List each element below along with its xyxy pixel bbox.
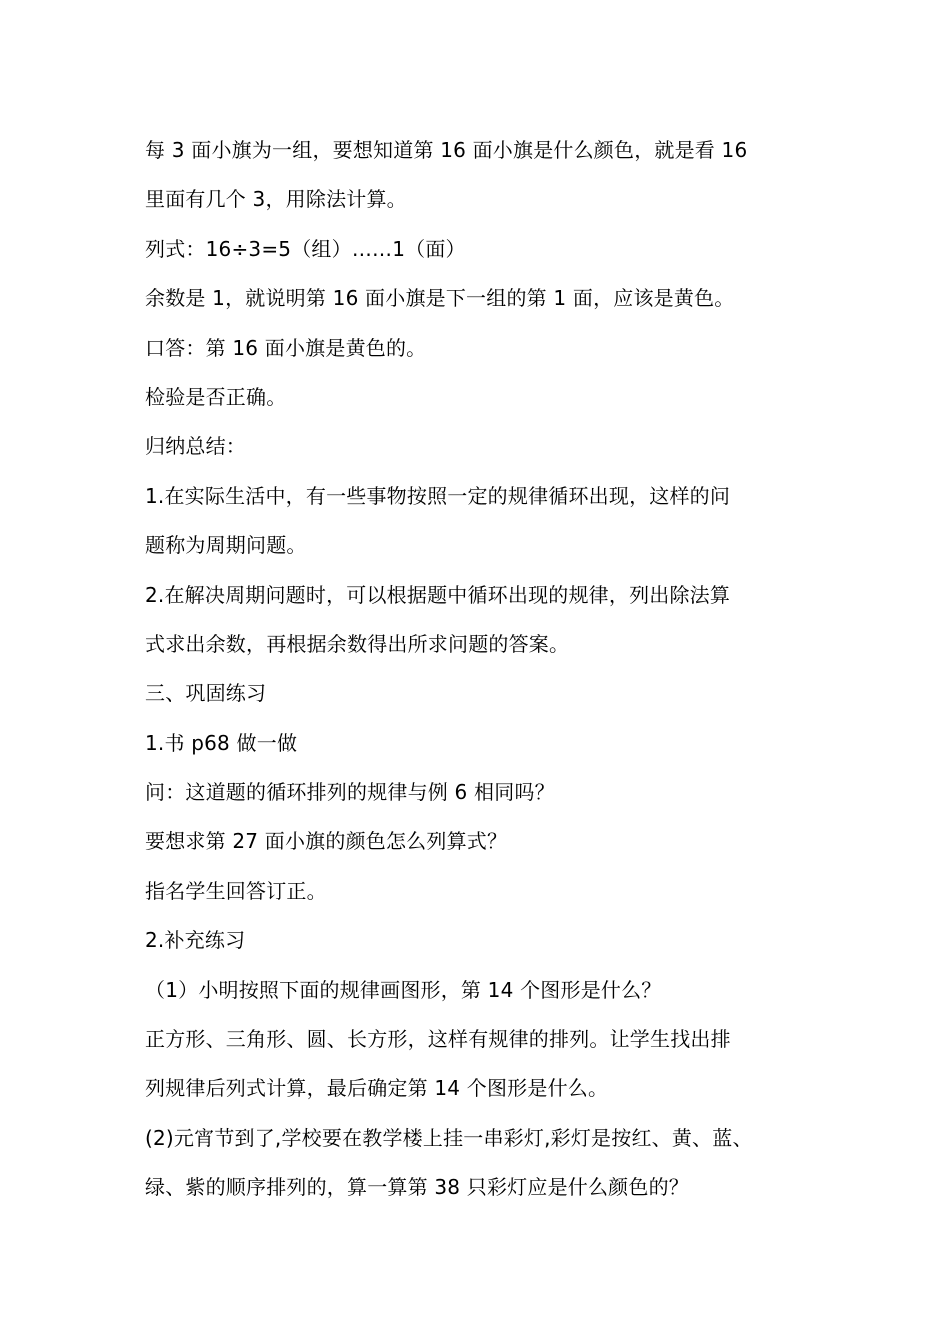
text-line: 1.书 p68 做一做 xyxy=(145,730,298,755)
text-line: 2.在解决周期问题时，可以根据题中循环出现的规律，列出除法算 xyxy=(145,582,731,607)
text-line: 正方形、三角形、圆、长方形，这样有规律的排列。让学生找出排 xyxy=(145,1027,731,1052)
text-line: 问：这道题的循环排列的规律与例 6 相同吗？ xyxy=(145,780,555,805)
text-line: 检验是否正确。 xyxy=(145,384,287,409)
text-line: 绿、紫的顺序排列的，算一算第 38 只彩灯应是什么颜色的？ xyxy=(145,1175,689,1200)
text-line: 口答：第 16 面小旗是黄色的。 xyxy=(145,335,427,360)
text-line: (2)元宵节到了,学校要在教学楼上挂一串彩灯,彩灯是按红、黄、蓝、 xyxy=(145,1125,753,1150)
text-line: 题称为周期问题。 xyxy=(145,533,307,558)
text-line: 指名学生回答订正。 xyxy=(145,878,327,903)
text-line: 余数是 1，就说明第 16 面小旗是下一组的第 1 面，应该是黄色。 xyxy=(145,286,735,311)
text-line: 归纳总结： xyxy=(145,434,246,459)
text-line: 要想求第 27 面小旗的颜色怎么列算式？ xyxy=(145,829,508,854)
text-line: 2.补充练习 xyxy=(145,928,246,953)
text-line: （1）小明按照下面的规律画图形，第 14 个图形是什么？ xyxy=(145,977,662,1002)
text-line: 列式：16÷3=5（组）……1（面） xyxy=(145,236,466,261)
text-line: 列规律后列式计算，最后确定第 14 个图形是什么。 xyxy=(145,1076,609,1101)
text-line: 1.在实际生活中，有一些事物按照一定的规律循环出现，这样的问 xyxy=(145,483,731,508)
text-line: 里面有几个 3，用除法计算。 xyxy=(145,187,407,212)
section-heading: 三、巩固练习 xyxy=(145,681,267,706)
document-body xyxy=(145,126,810,1213)
text-line: 每 3 面小旗为一组，要想知道第 16 面小旗是什么颜色，就是看 16 xyxy=(145,138,748,162)
text-line: 式求出余数，再根据余数得出所求问题的答案。 xyxy=(145,631,570,656)
